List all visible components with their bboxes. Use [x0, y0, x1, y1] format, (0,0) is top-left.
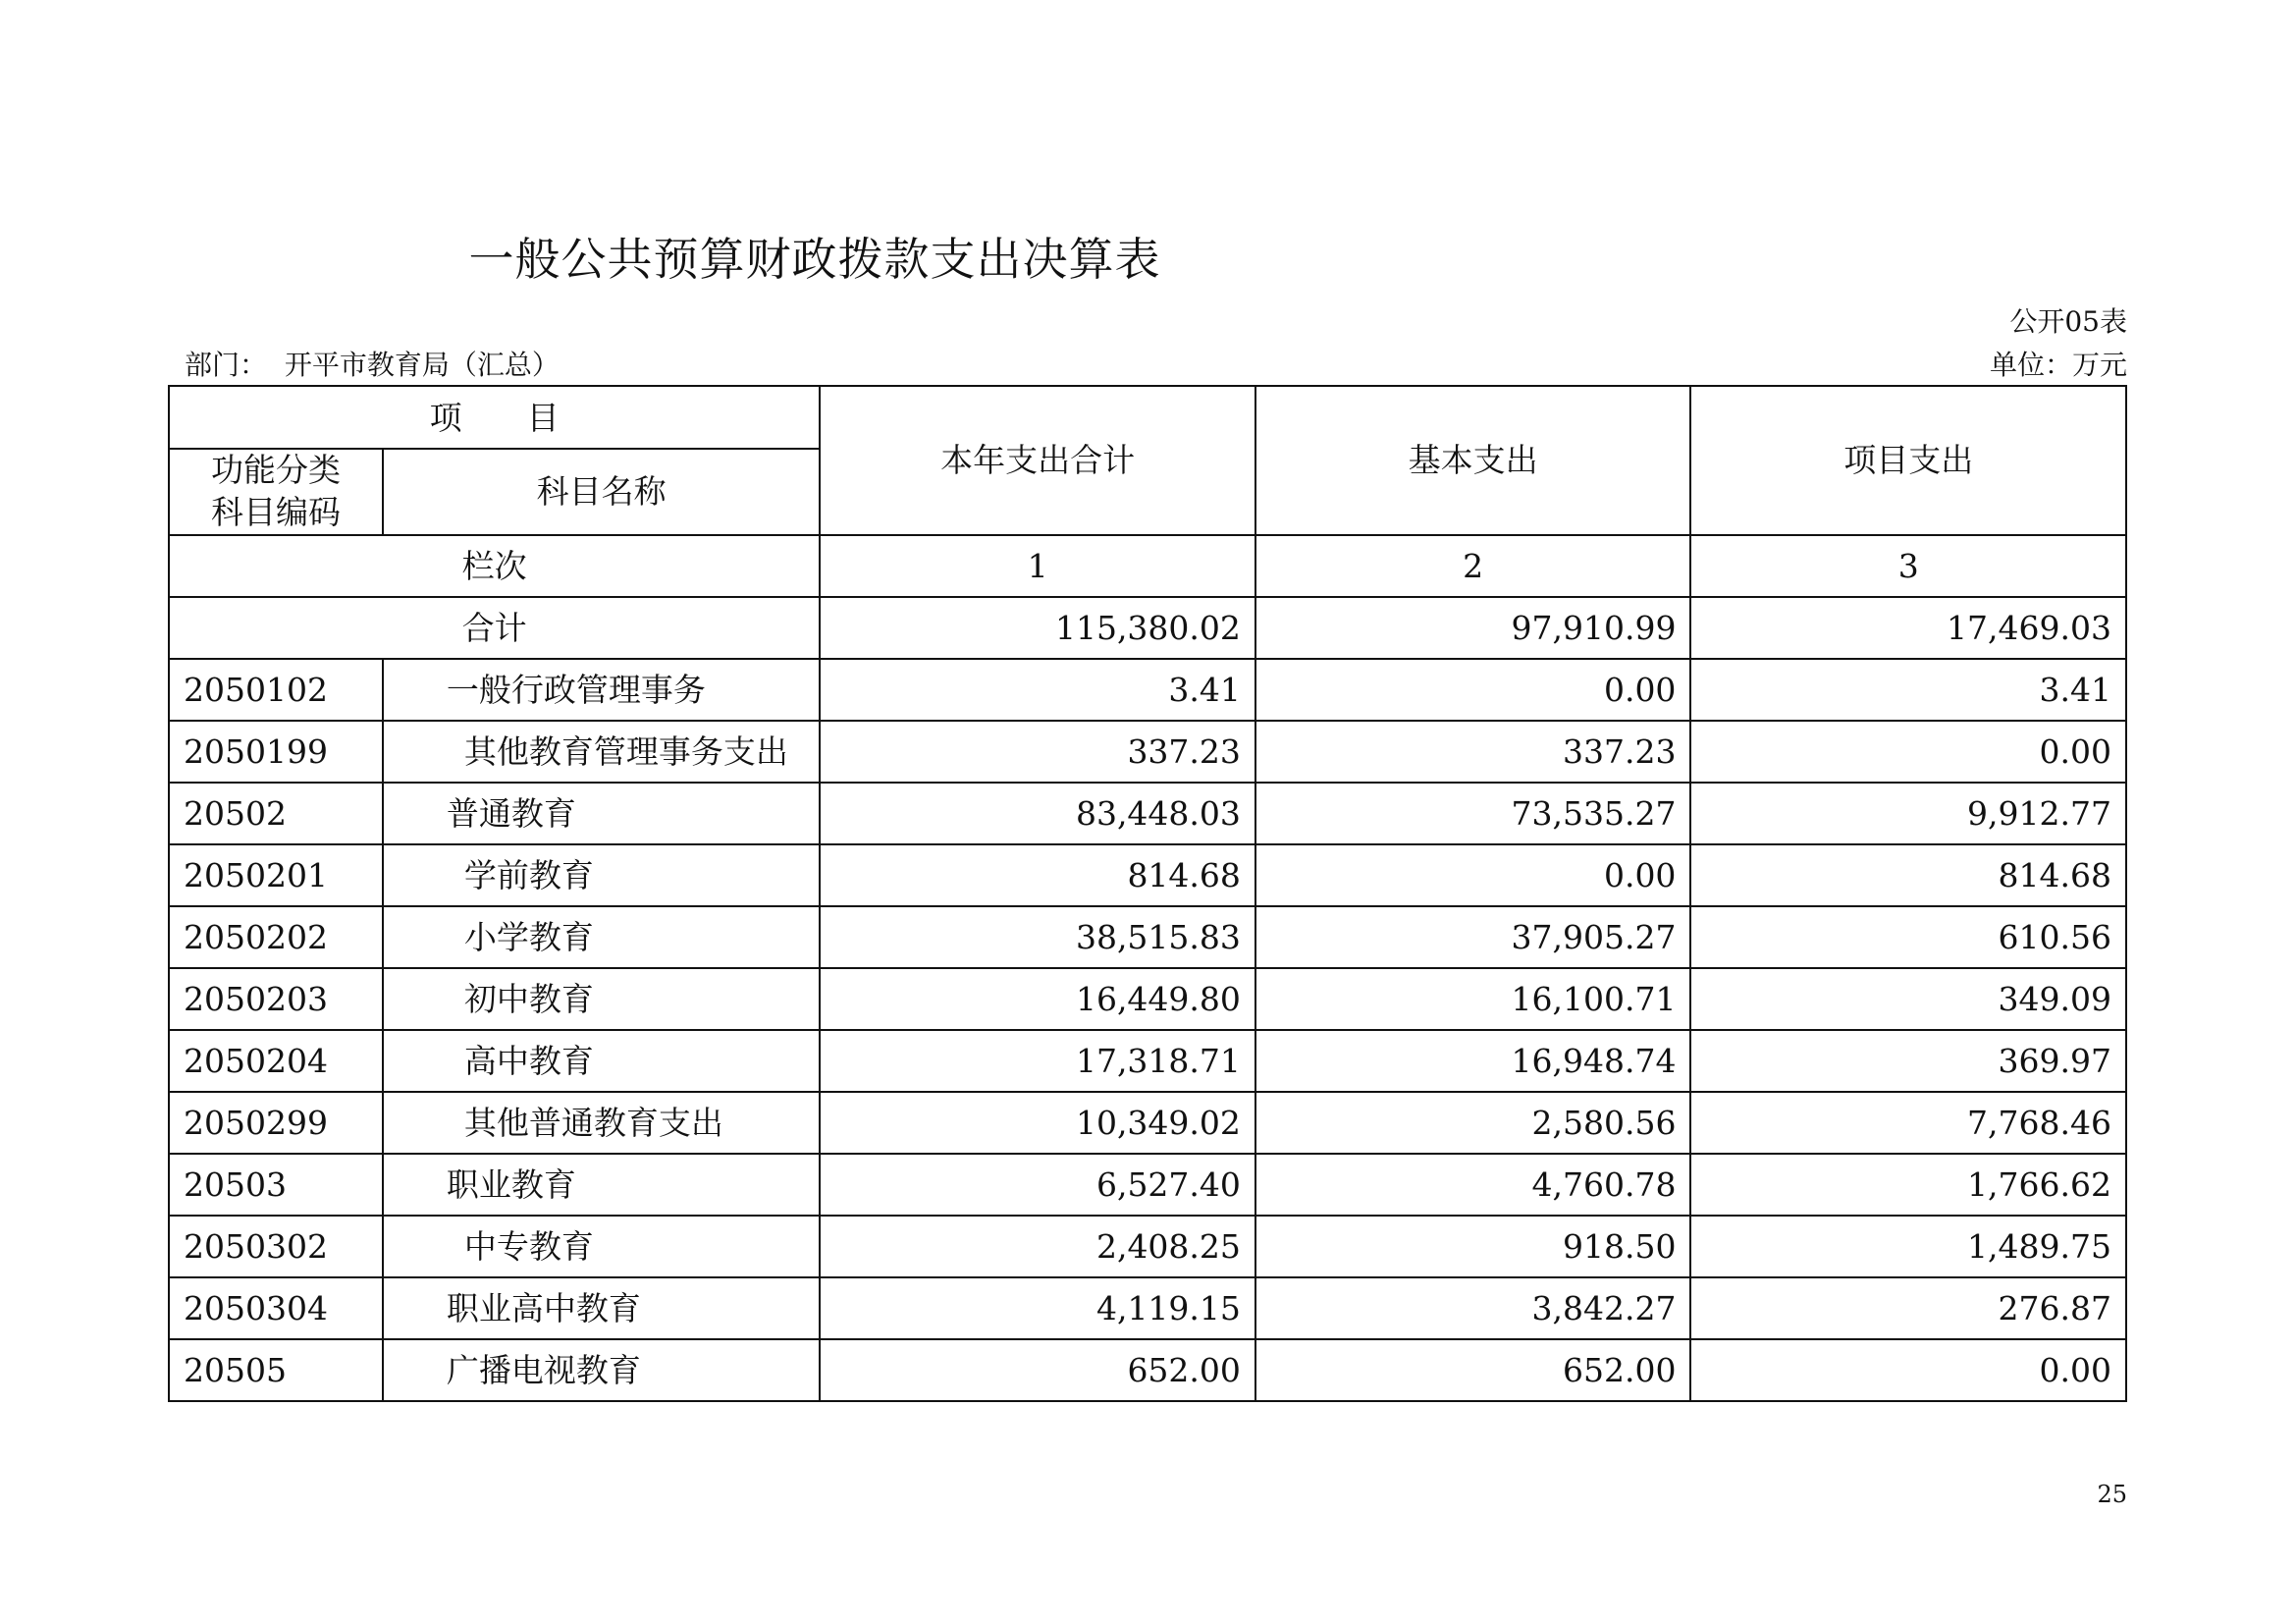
- budget-table: [168, 385, 2127, 1402]
- row-total: 2,408.25: [820, 1216, 1255, 1277]
- report-title: 一般公共预算财政拨款支出决算表: [468, 233, 1161, 286]
- header-basic: 基本支出: [1255, 386, 1691, 535]
- row-subject-name: 高中教育: [383, 1030, 820, 1092]
- header-row-top: [169, 386, 2126, 449]
- header-total: 本年支出合计: [820, 386, 1255, 535]
- total-project: 17,469.03: [1690, 597, 2126, 659]
- row-basic: 3,842.27: [1255, 1277, 1691, 1339]
- row-basic: 0.00: [1255, 844, 1691, 906]
- row-basic: 2,580.56: [1255, 1092, 1691, 1154]
- table-row: [169, 1030, 2126, 1092]
- page-number: 25: [2097, 1481, 2127, 1508]
- row-basic: 0.00: [1255, 659, 1691, 721]
- column-index-2: 2: [1255, 535, 1691, 597]
- row-total: 3.41: [820, 659, 1255, 721]
- department-name: 开平市教育局（汇总）: [284, 349, 560, 381]
- row-subject-name: 广播电视教育: [383, 1339, 820, 1401]
- table-row: [169, 721, 2126, 783]
- total-label: 合计: [169, 597, 820, 659]
- column-index-1: 1: [820, 535, 1255, 597]
- table-row: [169, 906, 2126, 968]
- column-index-label: 栏次: [169, 535, 820, 597]
- row-subject-name: 职业教育: [383, 1154, 820, 1216]
- total-basic: 97,910.99: [1255, 597, 1691, 659]
- row-total: 4,119.15: [820, 1277, 1255, 1339]
- row-basic: 918.50: [1255, 1216, 1691, 1277]
- table-row: [169, 1277, 2126, 1339]
- row-subject-name: 初中教育: [383, 968, 820, 1030]
- row-code: 2050201: [169, 844, 383, 906]
- row-project: 7,768.46: [1690, 1092, 2126, 1154]
- header-subject-name: 科目名称: [383, 449, 820, 535]
- header-code: [169, 449, 383, 535]
- row-subject-name: 一般行政管理事务: [383, 659, 820, 721]
- row-subject-name: 其他普通教育支出: [383, 1092, 820, 1154]
- table-row: [169, 1339, 2126, 1401]
- row-total: 10,349.02: [820, 1092, 1255, 1154]
- table-row: [169, 1092, 2126, 1154]
- row-code: 20503: [169, 1154, 383, 1216]
- row-project: 276.87: [1690, 1277, 2126, 1339]
- row-basic: 37,905.27: [1255, 906, 1691, 968]
- row-subject-name: 学前教育: [383, 844, 820, 906]
- table-row: [169, 1154, 2126, 1216]
- row-code: 2050299: [169, 1092, 383, 1154]
- department-line: [185, 344, 560, 383]
- row-basic: 16,948.74: [1255, 1030, 1691, 1092]
- row-total: 38,515.83: [820, 906, 1255, 968]
- header-code-line1: 功能分类: [210, 451, 341, 489]
- row-code: 2050204: [169, 1030, 383, 1092]
- row-total: 16,449.80: [820, 968, 1255, 1030]
- row-basic: 73,535.27: [1255, 783, 1691, 844]
- row-project: 349.09: [1690, 968, 2126, 1030]
- row-code: 20502: [169, 783, 383, 844]
- row-project: 0.00: [1690, 721, 2126, 783]
- form-number: 公开05表: [2009, 305, 2127, 338]
- row-basic: 652.00: [1255, 1339, 1691, 1401]
- row-subject-name: 中专教育: [383, 1216, 820, 1277]
- total-sum: 115,380.02: [820, 597, 1255, 659]
- header-item: 项 目: [169, 386, 820, 449]
- column-index-3: 3: [1690, 535, 2126, 597]
- total-row: [169, 597, 2126, 659]
- row-project: 1,766.62: [1690, 1154, 2126, 1216]
- row-basic: 16,100.71: [1255, 968, 1691, 1030]
- table-row: [169, 1216, 2126, 1277]
- row-subject-name: 小学教育: [383, 906, 820, 968]
- row-total: 6,527.40: [820, 1154, 1255, 1216]
- row-code: 2050102: [169, 659, 383, 721]
- row-subject-name: 普通教育: [383, 783, 820, 844]
- table-row: [169, 659, 2126, 721]
- row-code: 20505: [169, 1339, 383, 1401]
- table-row: [169, 783, 2126, 844]
- row-code: 2050202: [169, 906, 383, 968]
- row-project: 369.97: [1690, 1030, 2126, 1092]
- row-code: 2050199: [169, 721, 383, 783]
- header-project: 项目支出: [1690, 386, 2126, 535]
- row-project: 610.56: [1690, 906, 2126, 968]
- row-total: 814.68: [820, 844, 1255, 906]
- row-project: 3.41: [1690, 659, 2126, 721]
- department-label: 部门：: [185, 349, 268, 381]
- row-subject-name: 职业高中教育: [383, 1277, 820, 1339]
- row-total: 83,448.03: [820, 783, 1255, 844]
- table-row: [169, 968, 2126, 1030]
- column-index-row: [169, 535, 2126, 597]
- row-total: 652.00: [820, 1339, 1255, 1401]
- row-subject-name: 其他教育管理事务支出: [383, 721, 820, 783]
- row-project: 9,912.77: [1690, 783, 2126, 844]
- row-basic: 337.23: [1255, 721, 1691, 783]
- row-total: 17,318.71: [820, 1030, 1255, 1092]
- row-code: 2050302: [169, 1216, 383, 1277]
- row-code: 2050203: [169, 968, 383, 1030]
- header-code-line2: 科目编码: [210, 492, 341, 531]
- unit-label: 单位：万元: [1989, 349, 2127, 381]
- row-basic: 4,760.78: [1255, 1154, 1691, 1216]
- row-project: 0.00: [1690, 1339, 2126, 1401]
- row-total: 337.23: [820, 721, 1255, 783]
- row-project: 814.68: [1690, 844, 2126, 906]
- row-code: 2050304: [169, 1277, 383, 1339]
- row-project: 1,489.75: [1690, 1216, 2126, 1277]
- table-row: [169, 844, 2126, 906]
